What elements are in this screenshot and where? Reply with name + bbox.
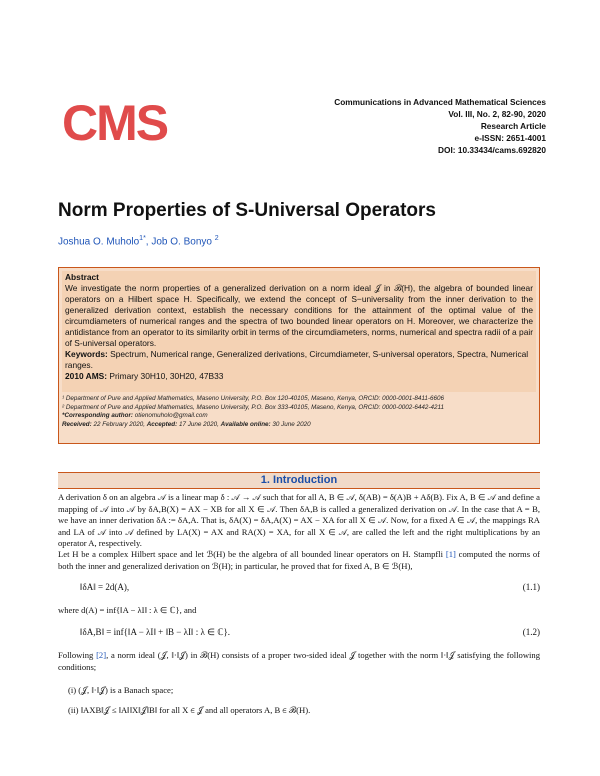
citation-1[interactable]: [1] [445,549,456,559]
ams-label: 2010 AMS: [65,371,108,381]
equation-1-1-number: (1.1) [522,582,540,592]
author-2-sup: 2 [214,235,219,242]
journal-name: Communications in Advanced Mathematical Sciences [334,97,546,107]
journal-eissn: e-ISSN: 2651-4001 [474,133,546,143]
intro-paragraph-1: A derivation δ on an algebra 𝒜 is a linear map δ : 𝒜 → 𝒜 such that for all A, B ∈ 𝒜, δ(AB) = δ(A)B + Aδ(B). Fix A, B ∈ 𝒜 and define a mapping of 𝒜 into 𝒜 by δA,B(X) = AX − XB for all X ∈ 𝒜. Then δA,B is called a generalized derivation on 𝒜. In the case that A = B, we have an inner derivation δA := δA,A. That is, δA(X) = δA,A(X) = AX − XA for all X ∈ 𝒜. Now, for a fixed A ∈ 𝒜, the mappings RA and LA of 𝒜 into 𝒜 defined by LA(X) = AX and RA(X) = XA, for all X ∈ 𝒜, are called the left and the right multiplications by an operator A, respectively. [58,492,540,548]
abstract-box [58,267,540,444]
author-2[interactable]: Job O. Bonyo [151,236,212,248]
keywords-text: Spectrum, Numerical range, Generalized derivations, Circumdiameter, S-universal operators, Spectra, Numerical ranges. [65,349,529,370]
p3-text-b: , a norm ideal (𝒥, ‖·‖𝒥) in ℬ(H) consists of a proper two-sided ideal 𝒥 together with the norm ‖·‖𝒥 satisfying the following conditions; [58,650,541,672]
corr-label: *Corresponding author: [62,412,134,420]
online-label: Available online: [220,420,271,428]
ams-text: Primary 30H10, 30H20, 47B33 [109,371,224,381]
accepted-date: 17 June 2020, [178,420,219,428]
ams-line [65,371,533,382]
corr-email[interactable]: otienomuholo@gmail.com [134,412,208,420]
affiliation-1: ¹ Department of Pure and Applied Mathematics, Maseno University, P.O. Box 120-40105, Maseno, Kenya, ORCID: 0000-0001-8411-6606 [62,395,444,402]
equation-1-2 [80,627,540,638]
received-label: Received: [62,420,92,428]
equation-1-2-body: ‖δA,B‖ = inf{‖A − λI‖ + ‖B − λI‖ : λ ∈ ℂ}. [80,627,231,637]
received-date: 22 February 2020, [93,420,145,428]
corresponding-author [62,412,536,421]
abstract-text: We investigate the norm properties of a generalized derivation on a norm ideal 𝒥 in ℬ(H), the algebra of bounded linear operators on a Hilbert space H. Specifically, we extend the concept of S−universality from the inner derivation to the generalized derivation context, establish the necessary conditions for the attainment of the optimal value of the circumdiameters of numerical ranges and the spectra of two bounded linear operators on H. Moreover, we characterize the antidistance from an operator to its similarity orbit in terms of the circumdiameters, norms, numerical and spectra radii of a pair of S-universal operators. [65,283,533,348]
article-type: Research Article [480,121,546,131]
citation-2[interactable]: [2] [96,650,107,660]
journal-doi[interactable]: DOI: 10.33434/cams.692820 [438,145,546,155]
equation-1-2-number: (1.2) [522,627,540,637]
paper-title: Norm Properties of S-Universal Operators [58,200,436,221]
online-date: 30 June 2020 [272,420,311,428]
abstract-heading: Abstract [65,272,99,282]
abstract-panel [62,271,536,392]
where-line: where d(A) = inf{‖A − λI‖ : λ ∈ ℂ}, and [58,605,197,615]
intro-paragraph-3 [58,650,540,673]
p2-text-a: Let H be a complex Hilbert space and let ℬ(H) be the algebra of all bounded linear operators on H. Stampfli [58,549,446,559]
condition-item-2: (ii) ‖AXB‖𝒥 ≤ ‖A‖‖X‖𝒥‖B‖ for all X ∈ 𝒥 and all operators A, B ∈ ℬ(H). [68,705,311,715]
section-heading-introduction: 1. Introduction [58,472,540,489]
author-list [58,235,219,247]
condition-item-1: (i) (𝒥, ‖·‖𝒥) is a Banach space; [68,685,174,695]
keywords-label: Keywords: [65,349,108,359]
author-1[interactable]: Joshua O. Muholo [58,236,140,248]
journal-volume: Vol. III, No. 2, 82-90, 2020 [448,109,546,119]
accepted-label: Accepted: [146,420,178,428]
logo-text: CMS [62,96,168,148]
author-separator: , [145,236,152,248]
keywords-line [65,349,533,371]
equation-1-1 [80,582,540,592]
journal-logo [62,96,172,148]
p2-text-b: computed the norms of both the inner and generalized derivation on ℬ(H); in particular, he proved that for fixed A, B ∈ ℬ(H), [58,549,540,571]
intro-paragraph-2 [58,549,540,572]
journal-info [334,96,546,156]
author-1-sup: 1* [139,235,146,242]
affiliations [62,395,536,429]
affiliation-2: ² Department of Pure and Applied Mathematics, Maseno University, P.O. Box 333-40105, Maseno, Kenya, ORCID: 0000-0002-6442-4211 [62,403,444,411]
dates-line [62,421,536,430]
p3-text-a: Following [58,650,97,660]
equation-1-1-body: ‖δA‖ = 2d(A), [80,582,130,592]
